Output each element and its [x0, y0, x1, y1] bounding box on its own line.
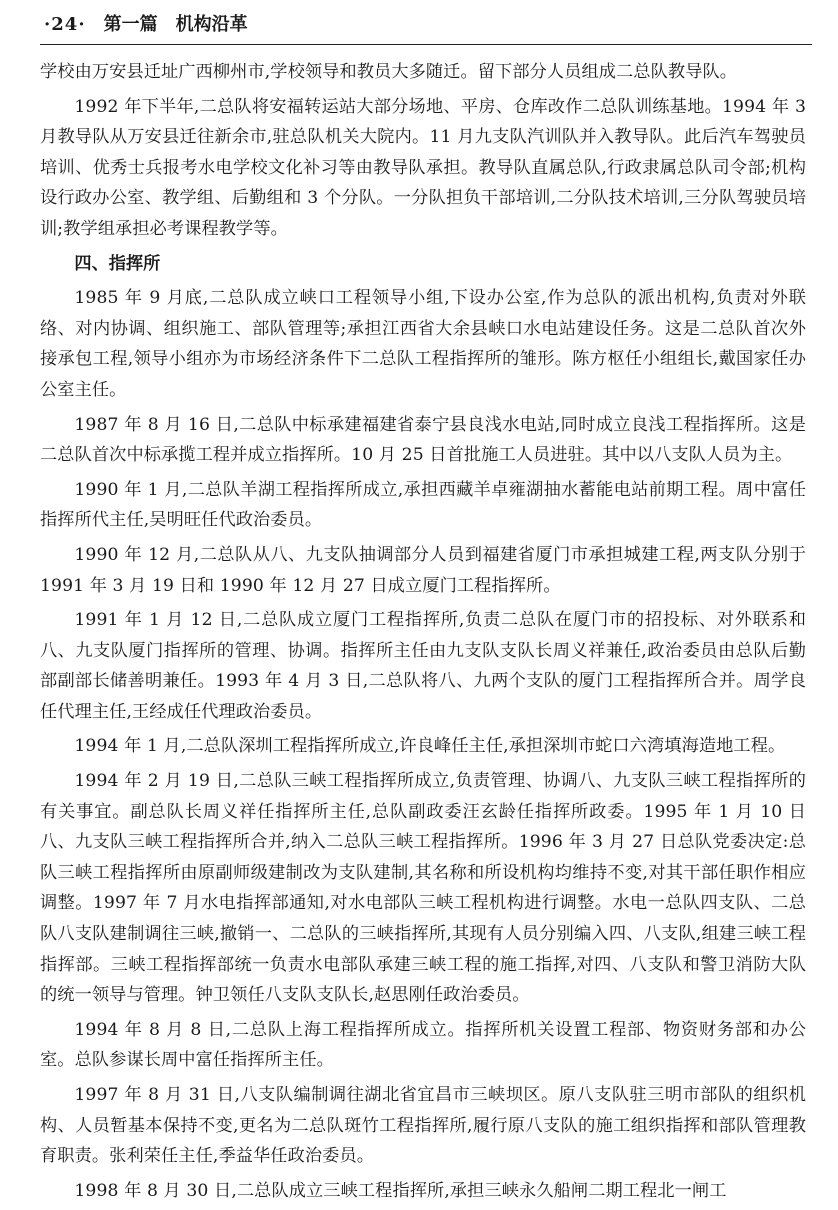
book-page: [40, 10, 806, 1210]
paragraph: 1985 年 9 月底,二总队成立峡口工程领导小组,下设办公室,作为总队的派出机构,负责对外联络、对内协调、组织施工、部队管理等;承担江西省大余县峡口水电站建设任务。这是二总队首次外接承包工程,领导小组亦为市场经济条件下二总队工程指挥所的雏形。陈方枢任小组组长,戴国家任办公室主任。: [40, 288, 806, 400]
paragraph: 1994 年 8 月 8 日,二总队上海工程指挥所成立。指挥所机关设置工程部、物资财务部和办公室。总队参谋长周中富任指挥所主任。: [40, 1019, 806, 1071]
running-header: [40, 10, 806, 40]
paragraph: 1998 年 8 月 30 日,二总队成立三峡工程指挥所,承担三峡永久船闸二期工程北一闸工: [74, 1180, 727, 1201]
paragraph: 1992 年下半年,二总队将安福转运站大部分场地、平房、仓库改作二总队训练基地。1994 年 3 月教导队从万安县迁往新余市,驻总队机关大院内。11 月九支队汽训队并入教导队。此后汽车驾驶员培训、优秀士兵报考水电学校文化补习等由教导队承担。教导队直属总队,行政隶属总队司令部;机构设行政办公室、教学组、后勤组和 3 个分队。一分队担负干部培训,二分队技术培训,三分队驾驶员培训;教学组承担必考课程教学等。: [40, 96, 806, 239]
chapter-title: 机构沿革: [175, 14, 248, 35]
paragraph: 1990 年 12 月,二总队从八、九支队抽调部分人员到福建省厦门市承担城建工程,两支队分别于 1991 年 3 月 19 日和 1990 年 12 月 27 日成立厦门工程指挥所。: [40, 544, 806, 596]
page-number: ·24·: [44, 14, 86, 35]
paragraph: 学校由万安县迁址广西柳州市,学校领导和教员大多随迁。留下部分人员组成二总队教导队。: [40, 62, 738, 82]
paragraph: 1994 年 1 月,二总队深圳工程指挥所成立,许良峰任主任,承担深圳市蛇口六湾填海造地工程。: [74, 736, 786, 757]
paragraph: 1997 年 8 月 31 日,八支队编制调往湖北省宜昌市三峡坝区。原八支队驻三明市部队的组织机构、人员暂基本保持不变,更名为二总队斑竹工程指挥所,履行原八支队的施工组织指挥和部队管理教育职责。张利荣任主任,季益华任政治委员。: [40, 1085, 806, 1167]
part-title: 第一篇: [103, 14, 158, 35]
body-text: [40, 57, 806, 1206]
paragraph: 1994 年 2 月 19 日,二总队三峡工程指挥所成立,负责管理、协调八、九支队三峡工程指挥所的有关事宜。副总队长周义祥任指挥所主任,总队副政委汪玄龄任指挥所政委。1995 年 1 月 10 日八、九支队三峡工程指挥所合并,纳入二总队三峡工程指挥所。1996 年 3 月 27 日总队党委决定:总队三峡工程指挥所由原副师级建制改为支队建制,其名称和所设机构均维持不变,对其干部任职作相应调整。1997 年 7 月水电指挥部通知,对水电部队三峡工程机构进行调整。水电一总队四支队、二总队八支队建制调往三峡,撤销一、二总队的三峡指挥所,其现有人员分别编入四、八支队,组建三峡工程指挥部。三峡工程指挥部统一负责水电部队承建三峡工程的施工指挥,对四、八支队和警卫消防大队的统一领导与管理。钟卫领任八支队支队长,赵思刚任政治委员。: [40, 771, 806, 1006]
paragraph: 1990 年 1 月,二总队羊湖工程指挥所成立,承担西藏羊卓雍湖抽水蓄能电站前期工程。周中富任指挥所代主任,吴明旺任代政治委员。: [40, 479, 806, 531]
header-rule: [40, 44, 812, 45]
section-heading: 四、指挥所: [74, 253, 161, 274]
paragraph: 1987 年 8 月 16 日,二总队中标承建福建省泰宁县良浅水电站,同时成立良浅工程指挥所。这是二总队首次中标承揽工程并成立指挥所。10 月 25 日首批施工人员进驻。其中以八支队人员为主。: [40, 414, 806, 466]
paragraph: 1991 年 1 月 12 日,二总队成立厦门工程指挥所,负责二总队在厦门市的招投标、对外联系和八、九支队厦门指挥所的管理、协调。指挥所主任由九支队支队长周义祥兼任,政治委员由总队后勤部副部长储善明兼任。1993 年 4 月 3 日,二总队将八、九两个支队的厦门工程指挥所合并。周学良任代理主任,王经成任代理政治委员。: [40, 610, 806, 722]
